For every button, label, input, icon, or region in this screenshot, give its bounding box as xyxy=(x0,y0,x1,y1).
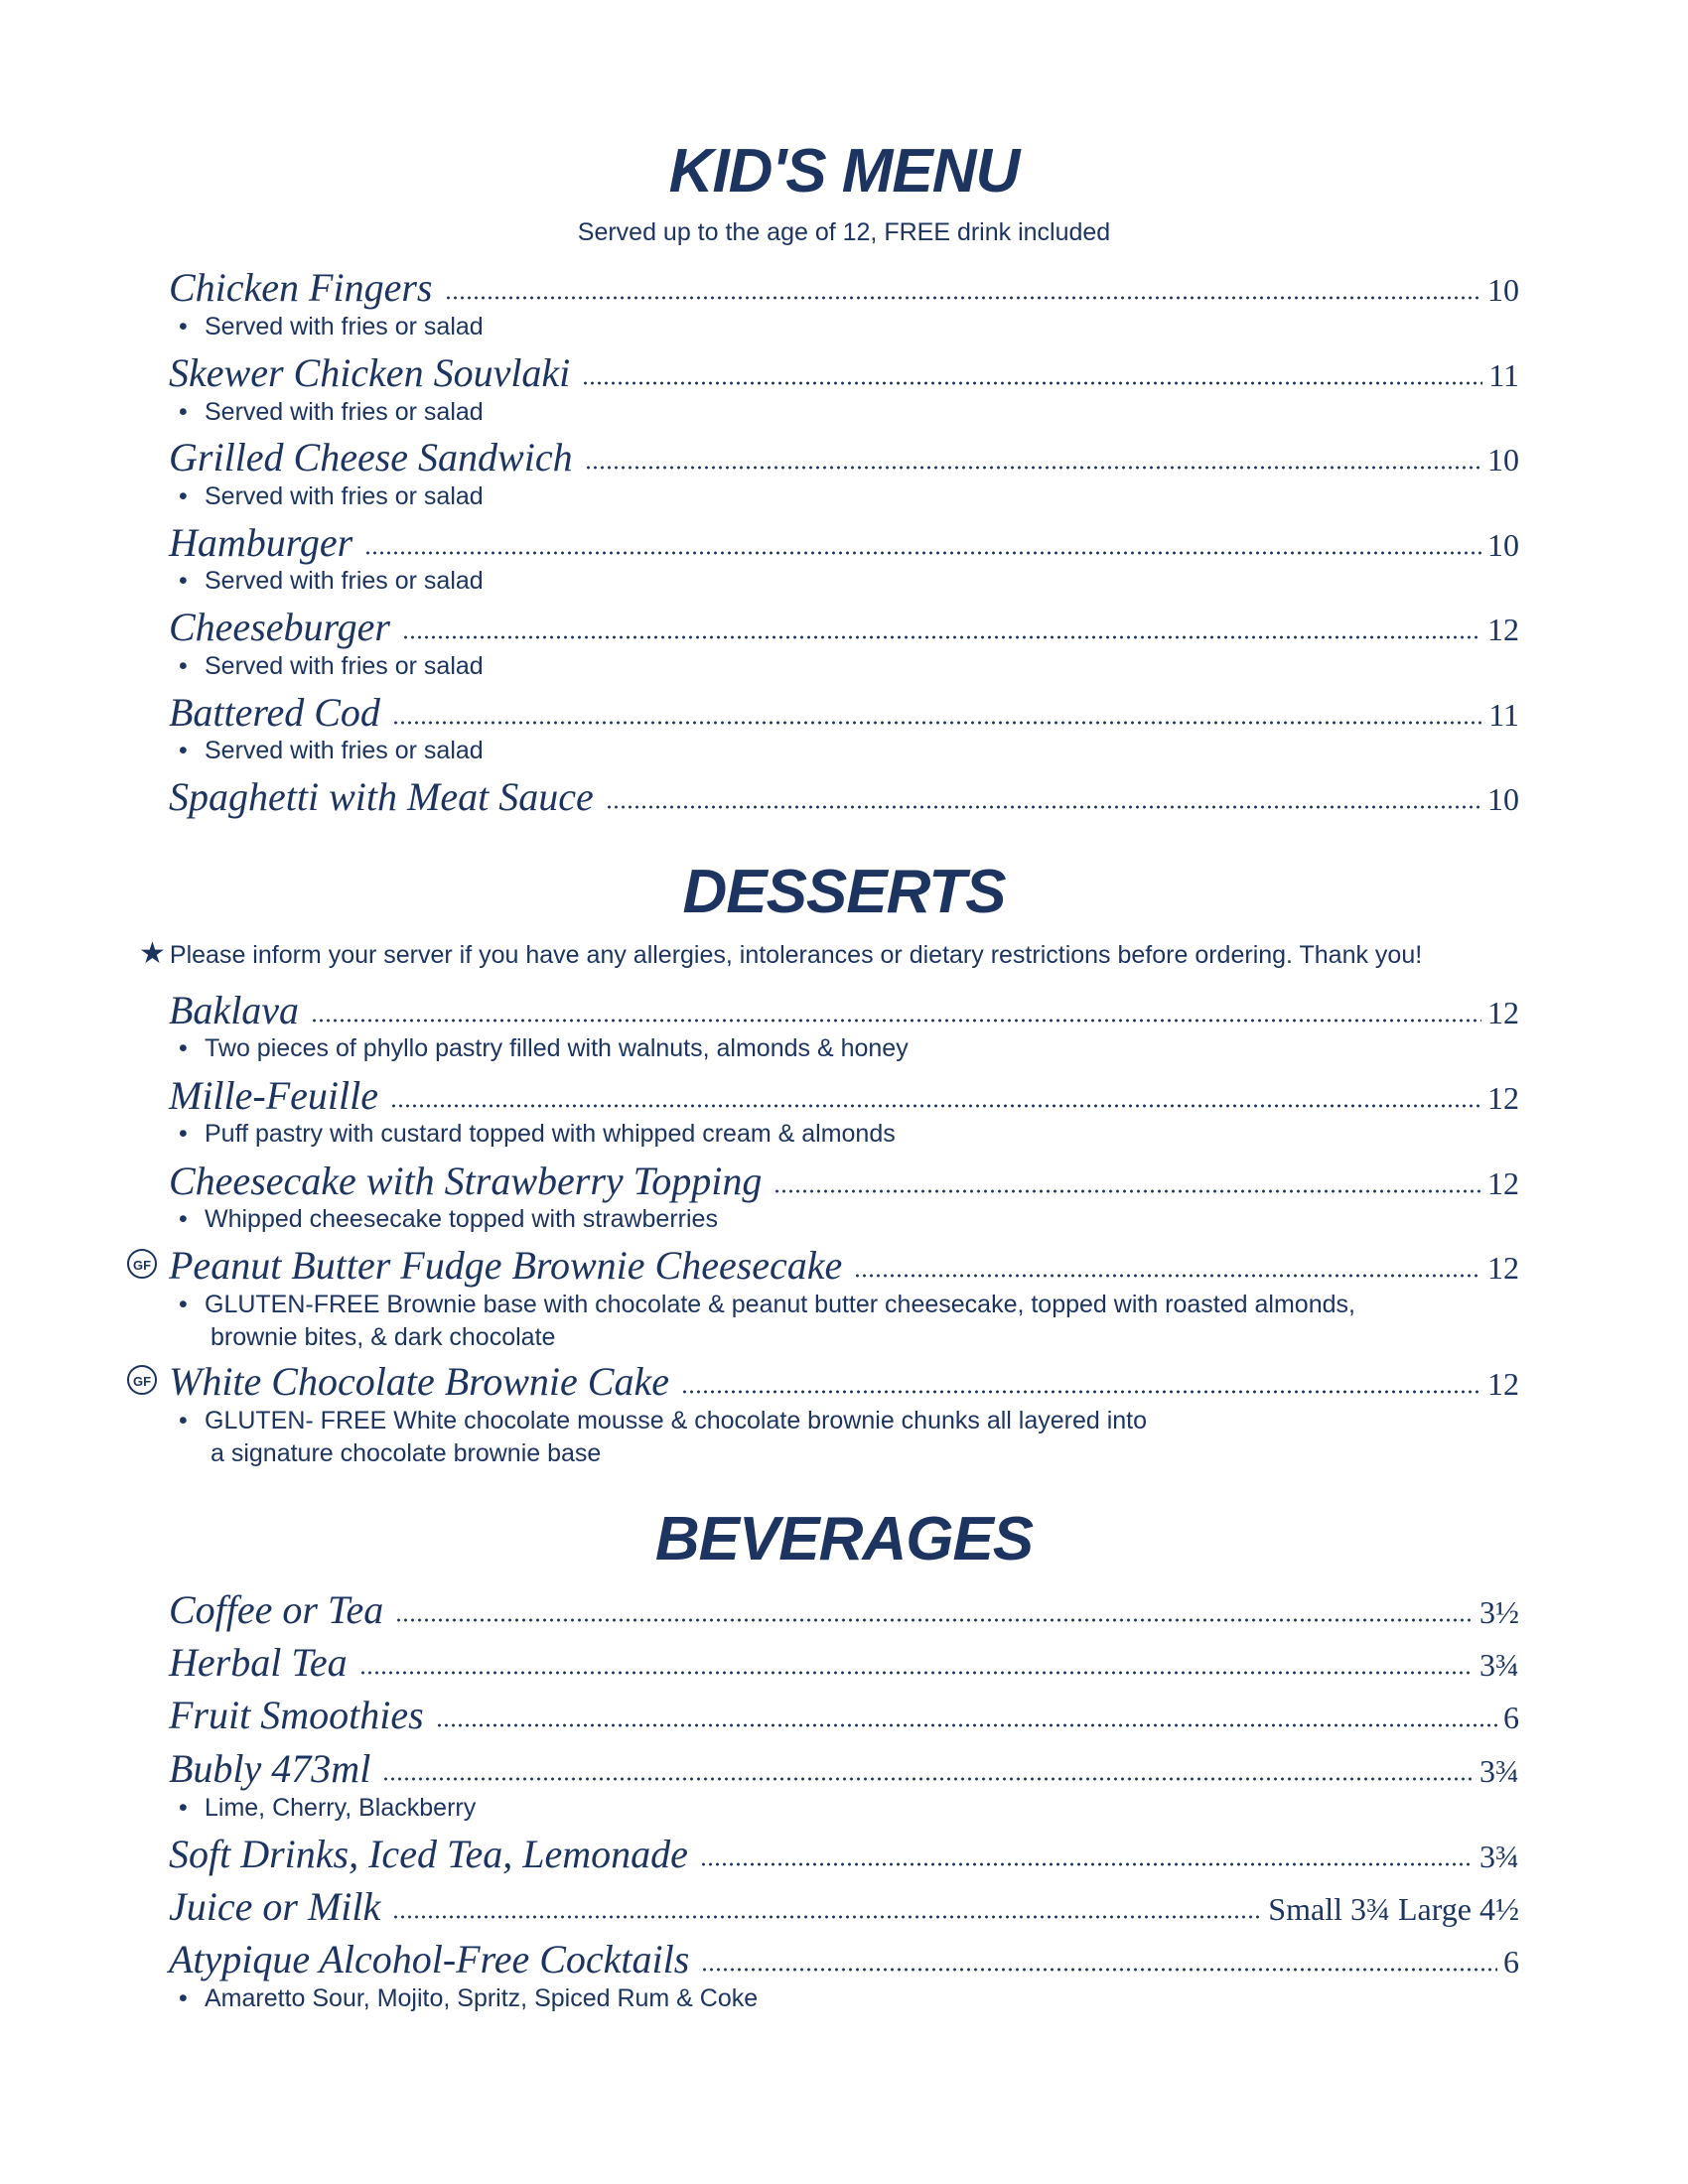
menu-item xyxy=(169,605,1519,649)
item-price: 11 xyxy=(1488,697,1519,733)
item-name: Coffee or Tea xyxy=(169,1587,384,1632)
item-price: 10 xyxy=(1487,272,1519,308)
menu-item xyxy=(169,1359,1519,1404)
item-description: • Served with fries or salad xyxy=(179,735,1470,767)
item-name: Grilled Cheese Sandwich xyxy=(169,435,573,479)
item-price: 12 xyxy=(1487,1250,1519,1286)
item-price: 3¾ xyxy=(1479,1647,1519,1683)
item-name: Chicken Fingers xyxy=(169,265,433,310)
menu-item xyxy=(169,1243,1519,1288)
menu-item xyxy=(169,1832,1519,1876)
dot-leader xyxy=(392,1915,1262,1919)
item-price: 10 xyxy=(1487,442,1519,478)
item-description: • GLUTEN-FREE Brownie base with chocolate & peanut butter cheesecake, topped with roasted almonds, brownie bites, & dark chocolate xyxy=(179,1291,1355,1351)
item-description: • Served with fries or salad xyxy=(179,650,1470,683)
item-description: • Served with fries or salad xyxy=(179,396,1470,429)
item-price: 3¾ xyxy=(1479,1839,1519,1874)
item-description: • Whipped cheesecake topped with strawberries xyxy=(179,1203,1470,1236)
star-icon: ★ xyxy=(139,937,166,970)
item-price: 11 xyxy=(1488,357,1519,393)
dot-leader xyxy=(681,1390,1481,1394)
bullet-icon: • xyxy=(179,1291,188,1318)
menu-item xyxy=(169,1073,1519,1118)
item-price: 3½ xyxy=(1479,1594,1519,1630)
menu-item xyxy=(169,1693,1519,1737)
item-description: • Lime, Cherry, Blackberry xyxy=(179,1792,1470,1825)
item-name: Cheeseburger xyxy=(169,605,390,649)
gluten-free-icon: GF xyxy=(127,1249,157,1279)
item-price: 6 xyxy=(1503,1700,1519,1735)
dot-leader xyxy=(364,551,1481,555)
bullet-icon: • xyxy=(179,1205,188,1233)
bullet-icon: • xyxy=(179,567,188,595)
dot-leader xyxy=(359,1671,1474,1675)
menu-item xyxy=(169,435,1519,479)
dot-leader xyxy=(390,1104,1481,1108)
item-description: • Served with fries or salad xyxy=(179,311,1470,343)
item-name: Bubly 473ml xyxy=(169,1746,371,1791)
bullet-icon: • xyxy=(179,398,188,426)
item-price: Small 3¾ Large 4½ xyxy=(1268,1891,1519,1927)
dot-leader xyxy=(582,381,1482,385)
item-name: Mille-Feuille xyxy=(169,1073,379,1118)
dot-leader xyxy=(585,466,1481,470)
item-name: Herbal Tea xyxy=(169,1640,348,1685)
menu-item xyxy=(169,520,1519,565)
item-name: Peanut Butter Fudge Brownie Cheesecake xyxy=(169,1243,843,1288)
dot-leader xyxy=(774,1189,1481,1193)
bullet-icon: • xyxy=(179,652,188,680)
dot-leader xyxy=(311,1019,1481,1023)
item-price: 3¾ xyxy=(1479,1753,1519,1789)
bullet-icon: • xyxy=(179,1034,188,1062)
item-price: 12 xyxy=(1487,995,1519,1030)
item-price: 12 xyxy=(1487,612,1519,647)
item-price: 6 xyxy=(1503,1944,1519,1979)
dot-leader xyxy=(392,721,1482,725)
kids-menu-title: KID'S MENU xyxy=(668,137,1020,205)
item-name: Skewer Chicken Souvlaki xyxy=(169,350,571,395)
dot-leader xyxy=(606,805,1481,809)
item-name: Fruit Smoothies xyxy=(169,1693,424,1737)
gluten-free-icon: GF xyxy=(127,1365,157,1395)
dot-leader xyxy=(382,1777,1474,1781)
item-price: 12 xyxy=(1487,1080,1519,1116)
dot-leader xyxy=(700,1862,1474,1866)
item-description: • Two pieces of phyllo pastry filled with walnuts, almonds & honey xyxy=(179,1032,1470,1065)
beverages-title: BEVERAGES xyxy=(654,1505,1034,1573)
menu-item xyxy=(169,774,1519,819)
menu-item xyxy=(169,988,1519,1032)
menu-item xyxy=(169,1587,1519,1632)
item-name: Cheesecake with Strawberry Topping xyxy=(169,1159,763,1203)
menu-item xyxy=(169,1746,1519,1791)
menu-item xyxy=(169,690,1519,735)
item-price: 12 xyxy=(1487,1366,1519,1402)
dot-leader xyxy=(402,635,1481,639)
item-name: Spaghetti with Meat Sauce xyxy=(169,774,594,819)
item-description: • Puff pastry with custard topped with whipped cream & almonds xyxy=(179,1118,1470,1151)
menu-item xyxy=(169,265,1519,310)
item-name: Hamburger xyxy=(169,520,353,565)
dot-leader xyxy=(436,1723,1497,1727)
item-name: Juice or Milk xyxy=(169,1884,381,1929)
item-price: 10 xyxy=(1487,781,1519,817)
bullet-icon: • xyxy=(179,1407,188,1434)
item-price: 10 xyxy=(1487,527,1519,563)
kids-menu-subtitle: Served up to the age of 12, FREE drink included xyxy=(577,218,1111,246)
dot-leader xyxy=(701,1968,1497,1972)
item-price: 12 xyxy=(1487,1165,1519,1201)
menu-item xyxy=(169,1640,1519,1685)
item-description: • Served with fries or salad xyxy=(179,480,1470,513)
menu-item xyxy=(169,350,1519,395)
bullet-icon: • xyxy=(179,737,188,764)
item-description: • Amaretto Sour, Mojito, Spritz, Spiced Rum & Coke xyxy=(179,1982,1470,2015)
dot-leader xyxy=(445,296,1482,300)
item-description: • Served with fries or salad xyxy=(179,565,1470,598)
allergy-notice: ★ Please inform your server if you have any allergies, intolerances or dietary restrictions before ordering. Thank you! xyxy=(139,937,1423,970)
menu-item xyxy=(169,1937,1519,1981)
menu-item xyxy=(169,1161,1519,1201)
item-name: Baklava xyxy=(169,988,300,1032)
bullet-icon: • xyxy=(179,1794,188,1822)
bullet-icon: • xyxy=(179,1120,188,1148)
desserts-title: DESSERTS xyxy=(682,858,1006,926)
bullet-icon: • xyxy=(179,313,188,341)
item-description: • GLUTEN- FREE White chocolate mousse & chocolate brownie chunks all layered into a signature chocolate brownie base xyxy=(179,1407,1148,1467)
item-name: Atypique Alcohol-Free Cocktails xyxy=(169,1937,690,1981)
dot-leader xyxy=(395,1618,1474,1622)
item-name: White Chocolate Brownie Cake xyxy=(169,1359,669,1404)
item-name: Battered Cod xyxy=(169,690,380,735)
bullet-icon: • xyxy=(179,482,188,510)
bullet-icon: • xyxy=(179,1984,188,2012)
menu-item xyxy=(169,1884,1519,1929)
dot-leader xyxy=(854,1274,1481,1278)
item-name: Soft Drinks, Iced Tea, Lemonade xyxy=(169,1832,688,1876)
